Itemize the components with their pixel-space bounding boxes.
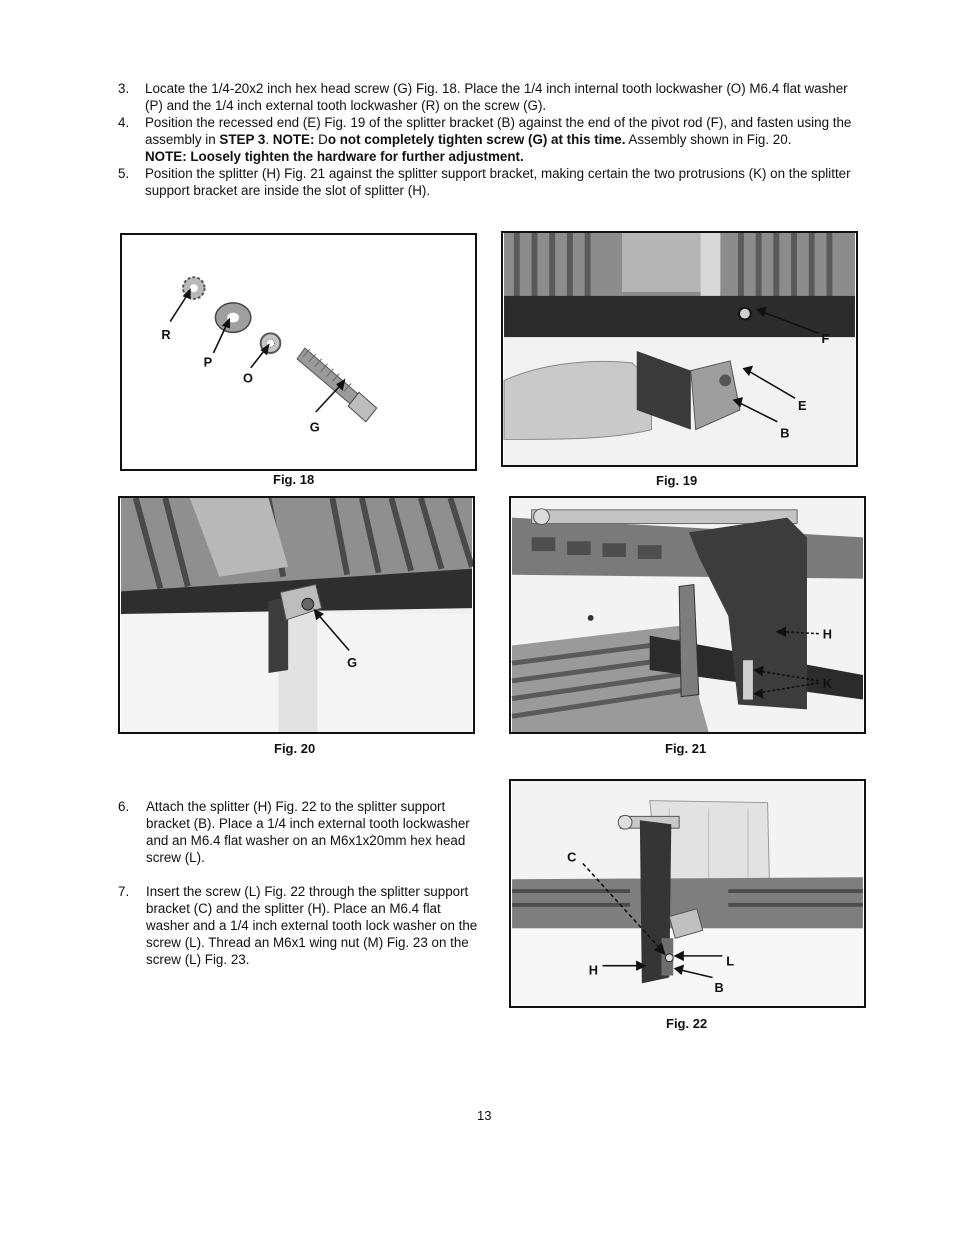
step-number: 7. <box>118 884 130 899</box>
figure-22-caption: Fig. 22 <box>666 1016 708 1031</box>
step-number: 5. <box>118 166 130 181</box>
step-number: 4. <box>118 115 130 130</box>
figure-19-caption: Fig. 19 <box>656 473 698 488</box>
instructions-bottom <box>118 798 478 985</box>
instructions-top <box>118 80 863 199</box>
figure-21-caption: Fig. 21 <box>665 741 707 756</box>
callout-e: E <box>797 397 807 413</box>
figure-20-photo <box>118 496 475 734</box>
warning-text: o not completely tighten screw (G) at this time. <box>327 132 626 147</box>
step-text: Position the recessed end (E) Fig. 19 of the splitter bracket (B) against the end of the pivot rod (F), and fasten using the assembly in <box>145 115 852 147</box>
callout-b: B <box>780 425 790 441</box>
step-5 <box>118 165 863 199</box>
figure-19-photo <box>501 231 858 467</box>
step-6 <box>118 798 478 866</box>
callout-l: L <box>726 953 735 969</box>
step-text: D <box>314 132 328 147</box>
figure-21-photo <box>509 496 866 734</box>
step-ref: STEP 3 <box>219 132 266 147</box>
callout-f: F <box>821 331 830 347</box>
figure-18-caption: Fig. 18 <box>273 472 315 487</box>
figure-18-photo <box>120 233 477 471</box>
step-4 <box>118 114 863 165</box>
step-7 <box>118 883 478 968</box>
step-text: Assembly shown in Fig. 20. <box>625 132 792 147</box>
callout-k: K <box>822 675 832 691</box>
callout-o: O <box>242 370 253 386</box>
step-text: Locate the 1/4-20x2 inch hex head screw (G) Fig. 18. Place the 1/4 inch internal tooth lockwasher (O) M6.4 flat washer (P) and the 1/4 inch external tooth lockwasher (R) on the screw (G). <box>145 81 848 113</box>
step-3 <box>118 80 863 114</box>
page-number: 13 <box>477 1108 492 1123</box>
step-number: 6. <box>118 799 130 814</box>
note-label: NOTE: <box>272 132 315 147</box>
note: NOTE: Loosely tighten the hardware for further adjustment. <box>145 149 524 164</box>
splitter-attached-illustration <box>511 781 864 1006</box>
callout-g: G <box>347 655 358 671</box>
figure-22-photo <box>509 779 866 1008</box>
step-text: Insert the screw (L) Fig. 22 through the splitter support bracket (C) and the splitter (H). Place an M6.4 flat washer and a 1/4 inch external tooth lock washer on the screw (L). Thread an M6x1 wing nut (M) Fig. 23 on the screw (L) Fig. 23. <box>146 884 478 967</box>
figure-20-caption: Fig. 20 <box>274 741 316 756</box>
callout-p: P <box>203 354 213 370</box>
splitter-placement-illustration <box>511 498 864 732</box>
step-text: Attach the splitter (H) Fig. 22 to the splitter support bracket (B). Place a 1/4 inch external tooth lockwasher and an M6.4 flat washer on an M6x1x20mm hex head screw (L). <box>146 799 470 865</box>
callout-g: G <box>309 419 320 435</box>
step-text: Position the splitter (H) Fig. 21 against the splitter support bracket, making certain the two protrusions (K) on the splitter support bracket are inside the slot of splitter (H). <box>145 166 851 198</box>
callout-h: H <box>822 626 832 642</box>
step-number: 3. <box>118 81 130 96</box>
callout-c: C <box>567 849 577 865</box>
callout-r: R <box>161 327 171 343</box>
step-text: . <box>265 132 273 147</box>
callout-h: H <box>588 962 598 978</box>
hardware-illustration <box>122 235 475 469</box>
flat-washer-p-icon <box>215 303 250 332</box>
bracket-pivot-illustration <box>503 233 856 465</box>
callout-b: B <box>714 980 724 996</box>
assembled-screw-illustration <box>120 498 473 732</box>
